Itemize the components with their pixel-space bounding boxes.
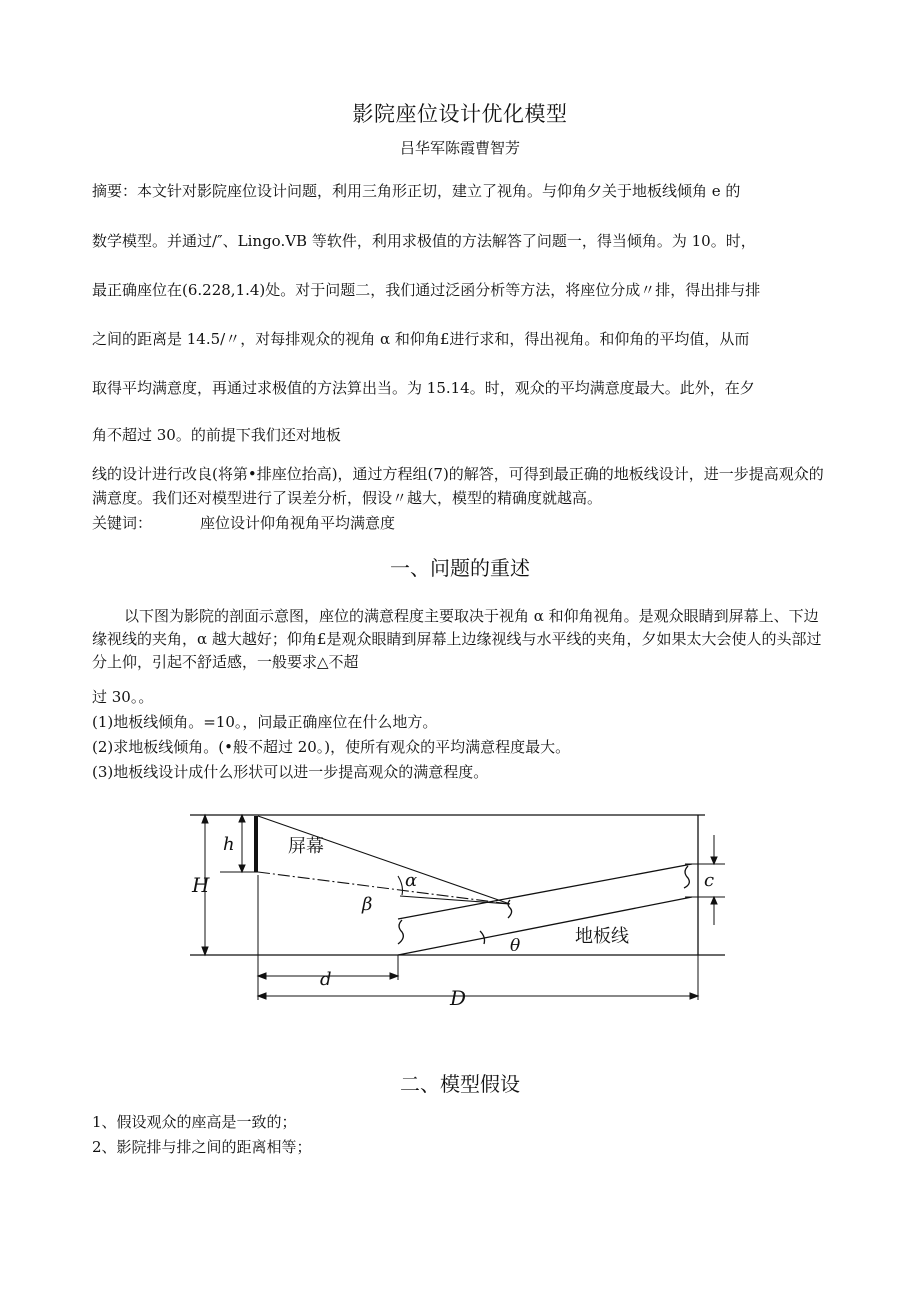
label-alpha: α xyxy=(405,870,418,891)
screen-bar xyxy=(254,816,258,872)
label-theta: θ xyxy=(510,936,521,956)
keywords-value: 座位设计仰角视角平均满意度 xyxy=(200,514,396,532)
label-D: D xyxy=(450,986,467,1010)
seat-glyph-front xyxy=(398,920,403,944)
upper-sight-line xyxy=(258,816,510,904)
label-c: c xyxy=(704,870,715,891)
cinema-section-diagram xyxy=(180,800,740,1015)
seat-glyph-mid xyxy=(508,900,512,918)
abstract-line-5: 取得平均满意度，再通过求极值的方法算出当。为 15.14。时，观众的平均满意度最大。此外，在夕 xyxy=(92,379,755,397)
section-heading-1: 一、问题的重述 xyxy=(390,556,530,580)
section-heading-2: 二、模型假设 xyxy=(400,1072,520,1096)
assumption-2: 2、影院排与排之间的距离相等； xyxy=(92,1138,312,1156)
problem-intro: 以下图为影院的剖面示意图，座位的满意程度主要取决于视角 α 和仰角视角。是观众眼睛到屏幕上、下边缘视线的夹角，α 越大越好；仰角£是观众眼睛到屏幕上边缘视线与水平线的夹角，夕如果太大会使人的头部过分上仰，引起不舒适感，一般要求△不超 xyxy=(92,607,822,671)
horizontal-reference xyxy=(400,896,510,904)
keywords xyxy=(92,512,396,533)
abstract-line-6: 角不超过 30。的前提下我们还对地板 xyxy=(92,426,341,444)
label-floor-line: 地板线 xyxy=(575,926,629,947)
abstract-line-4: 之间的距离是 14.5/〃，对每排观众的视角 α 和仰角£进行求和，得出视角。和仰角的平均值，从而 xyxy=(92,330,750,348)
keywords-label: 关键词： xyxy=(92,514,153,532)
label-screen: 屏幕 xyxy=(288,836,324,857)
label-d: d xyxy=(320,969,332,990)
question-1: (1)地板线倾角。=10。，问最正确座位在什么地方。 xyxy=(92,713,438,731)
label-beta: β xyxy=(362,894,373,915)
abstract-line-3: 最正确座位在(6.228,1.4)处。对于问题二，我们通过泛函分析等方法，将座位分成〃排，得出排与排 xyxy=(92,281,761,299)
assumption-1: 1、假设观众的座高是一致的； xyxy=(92,1113,297,1131)
label-h: h xyxy=(223,834,235,855)
abstract-continuation: 线的设计进行改良(将第•排座位抬高)，通过方程组(7)的解答，可得到最正确的地板线设计，进一步提高观众的满意度。我们还对模型进行了误差分析，假设〃越大，模型的精确度就越高。 xyxy=(92,465,824,507)
lower-sight-line xyxy=(258,872,510,904)
abstract-line-2: 数学模型。并通过/″、Lingo.VB 等软件，利用求极值的方法解答了问题一，得当倾角。为 10。时， xyxy=(92,232,756,250)
label-H: H xyxy=(192,873,210,897)
floor-line xyxy=(398,897,692,955)
question-3: (3)地板线设计成什么形状可以进一步提高观众的满意程度。 xyxy=(92,763,489,781)
seat-glyph-back xyxy=(684,866,689,888)
authors: 吕华军陈霞曹智芳 xyxy=(399,139,520,157)
question-2: (2)求地板线倾角。(•般不超过 20。)，使所有观众的平均满意程度最大。 xyxy=(92,738,571,756)
problem-intro-tail: 过 30。。 xyxy=(92,688,154,706)
abstract-line-1: 摘要：本文针对影院座位设计问题，利用三角形正切，建立了视角。与仰角夕关于地板线倾角 e 的 xyxy=(92,182,741,200)
paper-title: 影院座位设计优化模型 xyxy=(352,102,568,126)
seat-line-upper xyxy=(398,864,692,919)
